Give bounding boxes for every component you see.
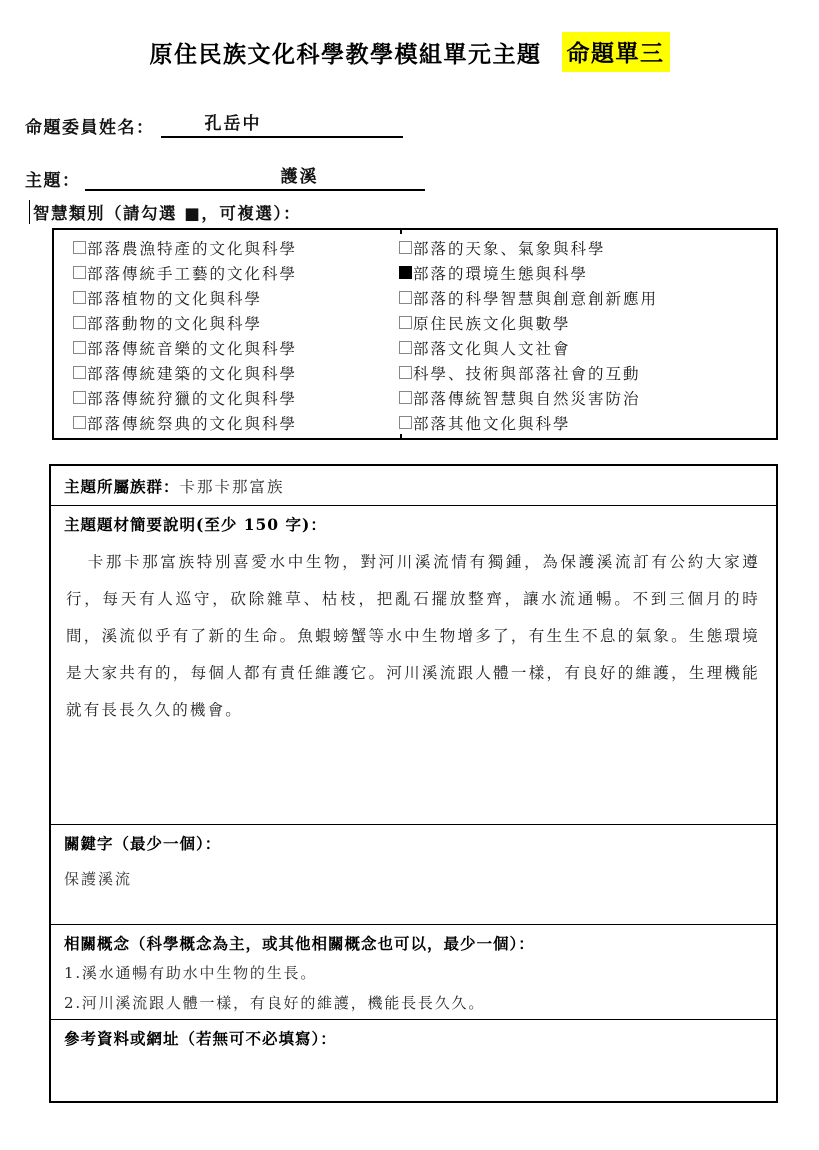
ethnic-group-row xyxy=(51,466,776,505)
category-option-label: 部落傳統狩獵的文化與科學 xyxy=(87,389,298,408)
checkbox-icon[interactable] xyxy=(399,241,412,254)
committee-name-field[interactable] xyxy=(161,109,403,138)
category-option-label: 部落傳統祭典的文化與科學 xyxy=(87,414,298,433)
topic-row xyxy=(25,162,425,191)
category-option-label: 部落傳統手工藝的文化科學 xyxy=(87,264,298,283)
ethnic-group-value[interactable]: 卡那卡那富族 xyxy=(179,478,285,496)
topic-label: 主題： xyxy=(25,171,81,191)
category-option-label: 部落其他文化與科學 xyxy=(413,414,571,433)
category-option-label: 部落傳統音樂的文化與科學 xyxy=(87,339,298,358)
category-option-label: 部落文化與人文社會 xyxy=(413,339,571,358)
category-option[interactable] xyxy=(399,410,658,435)
category-option-label: 部落動物的文化與科學 xyxy=(87,314,263,333)
reference-label: 參考資料或網址（若無可不必填寫）： xyxy=(64,1029,337,1048)
checkbox-icon[interactable] xyxy=(73,241,86,254)
checkbox-icon[interactable] xyxy=(399,291,412,304)
category-option[interactable] xyxy=(399,310,658,335)
column-divider-tick xyxy=(400,229,402,234)
committee-name-label: 命題委員姓名： xyxy=(25,118,155,138)
checkbox-icon[interactable] xyxy=(73,291,86,304)
category-option-label: 部落的科學智慧與創意創新應用 xyxy=(413,289,659,308)
checkbox-icon[interactable] xyxy=(73,391,86,404)
keyword-value[interactable]: 保護溪流 xyxy=(64,870,133,888)
detail-table xyxy=(49,464,778,1103)
category-option[interactable] xyxy=(73,285,297,310)
checkbox-icon[interactable] xyxy=(73,416,86,429)
category-option-label: 部落傳統建築的文化與科學 xyxy=(87,364,298,383)
checkbox-icon[interactable] xyxy=(399,316,412,329)
category-option[interactable] xyxy=(399,360,658,385)
category-option-label: 科學、技術與部落社會的互動 xyxy=(413,364,641,383)
category-column-left xyxy=(73,235,297,435)
description-label: 主題題材簡要說明(至少 150 字)： xyxy=(64,515,327,534)
category-option[interactable] xyxy=(399,235,658,260)
category-option[interactable] xyxy=(73,360,297,385)
checkbox-icon[interactable] xyxy=(399,266,412,279)
category-option-label: 部落植物的文化與科學 xyxy=(87,289,263,308)
checkbox-icon[interactable] xyxy=(399,366,412,379)
checkbox-icon[interactable] xyxy=(399,391,412,404)
category-option-label: 部落傳統智慧與自然災害防治 xyxy=(413,389,641,408)
ethnic-group-label: 主題所屬族群： xyxy=(64,477,180,496)
category-column-right xyxy=(399,235,658,435)
checkbox-icon[interactable] xyxy=(399,341,412,354)
category-option[interactable] xyxy=(73,235,297,260)
category-table xyxy=(52,228,778,440)
checkbox-icon[interactable] xyxy=(73,266,86,279)
concepts-label: 相關概念（科學概念為主，或其他相關概念也可以，最少一個）： xyxy=(64,934,535,953)
keyword-row xyxy=(51,824,776,924)
concept-item[interactable]: 1.溪水通暢有助水中生物的生長。 xyxy=(64,964,318,982)
category-option-label: 原住民族文化與數學 xyxy=(413,314,571,333)
category-option[interactable] xyxy=(73,260,297,285)
category-option-label: 部落的天象、氣象與科學 xyxy=(413,239,606,258)
title-text: 原住民族文化科學教學模組單元主題 xyxy=(149,40,542,68)
checkbox-icon[interactable] xyxy=(73,341,86,354)
category-option[interactable] xyxy=(73,310,297,335)
checkbox-icon[interactable] xyxy=(73,316,86,329)
category-option[interactable] xyxy=(399,285,658,310)
keyword-label: 關鍵字（最少一個）： xyxy=(64,834,222,853)
concepts-row xyxy=(51,924,776,1019)
committee-name-value: 孔岳中 xyxy=(204,114,262,134)
category-option[interactable] xyxy=(399,260,658,285)
category-option-label: 部落的環境生態與科學 xyxy=(413,264,589,283)
topic-value: 護溪 xyxy=(280,167,319,187)
document-title xyxy=(0,32,819,72)
category-option[interactable] xyxy=(399,385,658,410)
concept-item[interactable]: 2.河川溪流跟人體一樣，有良好的維護，機能長長久久。 xyxy=(64,994,486,1012)
description-row xyxy=(51,505,776,824)
category-option[interactable] xyxy=(399,335,658,360)
checkbox-icon[interactable] xyxy=(73,366,86,379)
title-highlight: 命題單三 xyxy=(562,32,670,72)
category-option[interactable] xyxy=(73,410,297,435)
checkbox-icon[interactable] xyxy=(399,416,412,429)
committee-name-row xyxy=(25,109,403,138)
category-option-label: 部落農漁特產的文化與科學 xyxy=(87,239,298,258)
reference-row xyxy=(51,1019,776,1101)
category-option[interactable] xyxy=(73,385,297,410)
category-option[interactable] xyxy=(73,335,297,360)
description-text[interactable]: 卡那卡那富族特別喜愛水中生物，對河川溪流情有獨鍾，為保護溪流訂有公約大家遵行，每天有人巡守，砍除雜草、枯枝，把亂石擺放整齊，讓水流通暢。不到三個月的時間，溪流似乎有了新的生命。魚蝦螃蟹等水中生物增多了，有生生不息的氣象。生態環境是大家共有的，每個人都有責任維護它。河川溪流跟人體一樣，有良好的維護，生理機能就有長長久久的機會。 xyxy=(66,553,760,719)
topic-field[interactable] xyxy=(85,162,425,191)
category-section-label: 智慧類別（請勾選 ■，可複選）： xyxy=(29,200,301,224)
